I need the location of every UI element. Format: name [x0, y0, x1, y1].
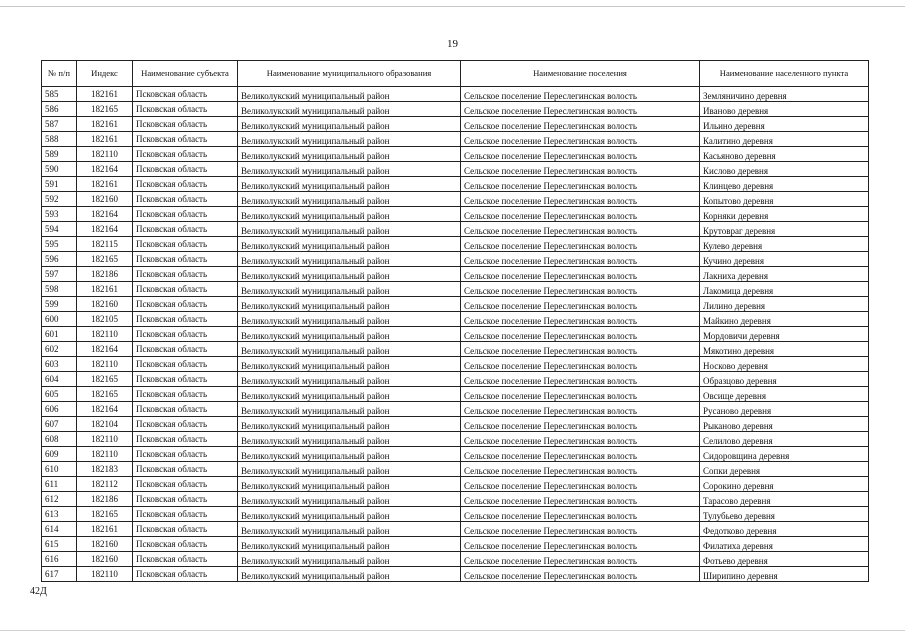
cell-num: 608 — [42, 432, 77, 447]
cell-municipality: Великолукский муниципальный район — [238, 312, 461, 327]
cell-num: 611 — [42, 477, 77, 492]
cell-locality: Майкино деревня — [700, 312, 869, 327]
cell-locality: Лакомица деревня — [700, 282, 869, 297]
table-row — [42, 402, 869, 417]
table-row — [42, 222, 869, 237]
cell-num: 606 — [42, 402, 77, 417]
cell-municipality: Великолукский муниципальный район — [238, 177, 461, 192]
cell-locality: Ширипино деревня — [700, 567, 869, 582]
cell-subject: Псковская область — [133, 207, 238, 222]
cell-municipality: Великолукский муниципальный район — [238, 417, 461, 432]
cell-settlement: Сельское поселение Переслегинская волость — [461, 237, 700, 252]
table-row — [42, 327, 869, 342]
table-row — [42, 162, 869, 177]
cell-locality: Овсище деревня — [700, 387, 869, 402]
cell-municipality: Великолукский муниципальный район — [238, 192, 461, 207]
cell-locality: Крутовраг деревня — [700, 222, 869, 237]
cell-municipality: Великолукский муниципальный район — [238, 297, 461, 312]
cell-num: 597 — [42, 267, 77, 282]
cell-municipality: Великолукский муниципальный район — [238, 342, 461, 357]
cell-settlement: Сельское поселение Переслегинская волость — [461, 522, 700, 537]
cell-locality: Тарасово деревня — [700, 492, 869, 507]
cell-municipality: Великолукский муниципальный район — [238, 87, 461, 102]
cell-num: 596 — [42, 252, 77, 267]
cell-subject: Псковская область — [133, 372, 238, 387]
cell-index: 182161 — [77, 282, 133, 297]
cell-num: 612 — [42, 492, 77, 507]
cell-index: 182165 — [77, 387, 133, 402]
cell-locality: Копытово деревня — [700, 192, 869, 207]
cell-settlement: Сельское поселение Переслегинская волость — [461, 192, 700, 207]
cell-num: 610 — [42, 462, 77, 477]
cell-settlement: Сельское поселение Переслегинская волость — [461, 477, 700, 492]
cell-settlement: Сельское поселение Переслегинская волость — [461, 207, 700, 222]
table-row — [42, 342, 869, 357]
cell-municipality: Великолукский муниципальный район — [238, 162, 461, 177]
cell-municipality: Великолукский муниципальный район — [238, 237, 461, 252]
cell-num: 593 — [42, 207, 77, 222]
header-settlement: Наименование поселения — [461, 61, 700, 87]
cell-index: 182165 — [77, 507, 133, 522]
cell-locality: Мордовичи деревня — [700, 327, 869, 342]
cell-num: 616 — [42, 552, 77, 567]
cell-index: 182115 — [77, 237, 133, 252]
cell-municipality: Великолукский муниципальный район — [238, 252, 461, 267]
cell-locality: Лилино деревня — [700, 297, 869, 312]
cell-settlement: Сельское поселение Переслегинская волость — [461, 147, 700, 162]
cell-locality: Клинцево деревня — [700, 177, 869, 192]
cell-index: 182161 — [77, 177, 133, 192]
cell-locality: Сидоровщина деревня — [700, 447, 869, 462]
cell-settlement: Сельское поселение Переслегинская волость — [461, 162, 700, 177]
cell-index: 182165 — [77, 102, 133, 117]
cell-num: 602 — [42, 342, 77, 357]
table-row — [42, 102, 869, 117]
cell-num: 607 — [42, 417, 77, 432]
cell-municipality: Великолукский муниципальный район — [238, 102, 461, 117]
cell-subject: Псковская область — [133, 567, 238, 582]
cell-index: 182161 — [77, 522, 133, 537]
scan-edge-top — [0, 6, 905, 7]
cell-num: 585 — [42, 87, 77, 102]
cell-subject: Псковская область — [133, 87, 238, 102]
cell-num: 589 — [42, 147, 77, 162]
cell-index: 182161 — [77, 87, 133, 102]
cell-municipality: Великолукский муниципальный район — [238, 372, 461, 387]
cell-municipality: Великолукский муниципальный район — [238, 117, 461, 132]
cell-settlement: Сельское поселение Переслегинская волость — [461, 387, 700, 402]
cell-locality: Корняки деревня — [700, 207, 869, 222]
table-row — [42, 192, 869, 207]
table-row — [42, 297, 869, 312]
cell-subject: Псковская область — [133, 162, 238, 177]
cell-municipality: Великолукский муниципальный район — [238, 132, 461, 147]
table-row — [42, 552, 869, 567]
cell-num: 592 — [42, 192, 77, 207]
header-num: № п/п — [42, 61, 77, 87]
cell-index: 182110 — [77, 147, 133, 162]
cell-subject: Псковская область — [133, 537, 238, 552]
cell-settlement: Сельское поселение Переслегинская волость — [461, 297, 700, 312]
table-row — [42, 132, 869, 147]
cell-subject: Псковская область — [133, 462, 238, 477]
cell-index: 182164 — [77, 222, 133, 237]
cell-locality: Федотково деревня — [700, 522, 869, 537]
cell-settlement: Сельское поселение Переслегинская волость — [461, 282, 700, 297]
cell-subject: Псковская область — [133, 417, 238, 432]
cell-num: 587 — [42, 117, 77, 132]
cell-municipality: Великолукский муниципальный район — [238, 402, 461, 417]
cell-settlement: Сельское поселение Переслегинская волость — [461, 432, 700, 447]
cell-num: 605 — [42, 387, 77, 402]
cell-subject: Псковская область — [133, 522, 238, 537]
cell-subject: Псковская область — [133, 297, 238, 312]
cell-index: 182183 — [77, 462, 133, 477]
header-index: Индекс — [77, 61, 133, 87]
header-locality: Наименование населенного пункта — [700, 61, 869, 87]
cell-subject: Псковская область — [133, 282, 238, 297]
cell-settlement: Сельское поселение Переслегинская волость — [461, 372, 700, 387]
cell-num: 598 — [42, 282, 77, 297]
cell-index: 182186 — [77, 267, 133, 282]
cell-municipality: Великолукский муниципальный район — [238, 522, 461, 537]
cell-locality: Кислово деревня — [700, 162, 869, 177]
cell-settlement: Сельское поселение Переслегинская волость — [461, 102, 700, 117]
table-row — [42, 147, 869, 162]
cell-settlement: Сельское поселение Переслегинская волость — [461, 462, 700, 477]
table-row — [42, 252, 869, 267]
cell-num: 588 — [42, 132, 77, 147]
cell-locality: Русаново деревня — [700, 402, 869, 417]
cell-locality: Кучино деревня — [700, 252, 869, 267]
cell-subject: Псковская область — [133, 102, 238, 117]
cell-num: 599 — [42, 297, 77, 312]
cell-subject: Псковская область — [133, 357, 238, 372]
cell-settlement: Сельское поселение Переслегинская волость — [461, 177, 700, 192]
cell-settlement: Сельское поселение Переслегинская волость — [461, 417, 700, 432]
table-row — [42, 282, 869, 297]
cell-index: 182105 — [77, 312, 133, 327]
cell-subject: Псковская область — [133, 327, 238, 342]
cell-subject: Псковская область — [133, 192, 238, 207]
cell-municipality: Великолукский муниципальный район — [238, 492, 461, 507]
table-row — [42, 387, 869, 402]
cell-municipality: Великолукский муниципальный район — [238, 447, 461, 462]
cell-municipality: Великолукский муниципальный район — [238, 537, 461, 552]
table-row — [42, 567, 869, 582]
cell-settlement: Сельское поселение Переслегинская волость — [461, 117, 700, 132]
cell-settlement: Сельское поселение Переслегинская волость — [461, 537, 700, 552]
cell-num: 614 — [42, 522, 77, 537]
table-row — [42, 447, 869, 462]
cell-municipality: Великолукский муниципальный район — [238, 387, 461, 402]
cell-index: 182110 — [77, 567, 133, 582]
cell-num: 609 — [42, 447, 77, 462]
cell-settlement: Сельское поселение Переслегинская волость — [461, 357, 700, 372]
cell-index: 182160 — [77, 192, 133, 207]
cell-settlement: Сельское поселение Переслегинская волость — [461, 567, 700, 582]
table-row — [42, 237, 869, 252]
cell-settlement: Сельское поселение Переслегинская волость — [461, 222, 700, 237]
cell-index: 182164 — [77, 342, 133, 357]
cell-municipality: Великолукский муниципальный район — [238, 552, 461, 567]
cell-municipality: Великолукский муниципальный район — [238, 507, 461, 522]
settlements-table — [41, 60, 869, 582]
cell-num: 603 — [42, 357, 77, 372]
cell-index: 182164 — [77, 162, 133, 177]
table-row — [42, 537, 869, 552]
cell-subject: Псковская область — [133, 447, 238, 462]
cell-municipality: Великолукский муниципальный район — [238, 207, 461, 222]
cell-num: 613 — [42, 507, 77, 522]
cell-num: 595 — [42, 237, 77, 252]
table-row — [42, 462, 869, 477]
cell-num: 615 — [42, 537, 77, 552]
table-row — [42, 432, 869, 447]
cell-municipality: Великолукский муниципальный район — [238, 462, 461, 477]
cell-locality: Касьяново деревня — [700, 147, 869, 162]
cell-index: 182186 — [77, 492, 133, 507]
cell-index: 182161 — [77, 132, 133, 147]
cell-locality: Носково деревня — [700, 357, 869, 372]
cell-index: 182164 — [77, 207, 133, 222]
header-subject: Наименование субъекта — [133, 61, 238, 87]
cell-index: 182160 — [77, 537, 133, 552]
cell-settlement: Сельское поселение Переслегинская волость — [461, 492, 700, 507]
cell-subject: Псковская область — [133, 237, 238, 252]
cell-settlement: Сельское поселение Переслегинская волость — [461, 132, 700, 147]
cell-subject: Псковская область — [133, 177, 238, 192]
table-row — [42, 207, 869, 222]
scan-edge-bottom — [0, 630, 905, 631]
cell-settlement: Сельское поселение Переслегинская волость — [461, 312, 700, 327]
cell-locality: Образцово деревня — [700, 372, 869, 387]
footer-code: 42Д — [30, 586, 47, 597]
cell-municipality: Великолукский муниципальный район — [238, 477, 461, 492]
cell-locality: Селилово деревня — [700, 432, 869, 447]
cell-index: 182104 — [77, 417, 133, 432]
cell-locality: Земляничино деревня — [700, 87, 869, 102]
cell-index: 182161 — [77, 117, 133, 132]
cell-settlement: Сельское поселение Переслегинская волость — [461, 507, 700, 522]
cell-settlement: Сельское поселение Переслегинская волость — [461, 267, 700, 282]
cell-subject: Псковская область — [133, 402, 238, 417]
cell-locality: Ильино деревня — [700, 117, 869, 132]
table-row — [42, 522, 869, 537]
cell-subject: Псковская область — [133, 342, 238, 357]
cell-locality: Рыканово деревня — [700, 417, 869, 432]
table-row — [42, 492, 869, 507]
cell-settlement: Сельское поселение Переслегинская волость — [461, 87, 700, 102]
cell-subject: Псковская область — [133, 222, 238, 237]
cell-index: 182110 — [77, 327, 133, 342]
table-row — [42, 477, 869, 492]
header-municipality: Наименование муниципального образования — [238, 61, 461, 87]
cell-num: 591 — [42, 177, 77, 192]
cell-locality: Калитино деревня — [700, 132, 869, 147]
cell-subject: Псковская область — [133, 507, 238, 522]
cell-num: 600 — [42, 312, 77, 327]
table-row — [42, 87, 869, 102]
cell-subject: Псковская область — [133, 132, 238, 147]
cell-settlement: Сельское поселение Переслегинская волость — [461, 252, 700, 267]
cell-index: 182160 — [77, 552, 133, 567]
cell-settlement: Сельское поселение Переслегинская волость — [461, 402, 700, 417]
cell-municipality: Великолукский муниципальный район — [238, 327, 461, 342]
cell-locality: Сорокино деревня — [700, 477, 869, 492]
cell-subject: Псковская область — [133, 432, 238, 447]
cell-settlement: Сельское поселение Переслегинская волость — [461, 342, 700, 357]
cell-settlement: Сельское поселение Переслегинская волость — [461, 552, 700, 567]
table-row — [42, 312, 869, 327]
cell-index: 182110 — [77, 357, 133, 372]
cell-index: 182112 — [77, 477, 133, 492]
cell-num: 604 — [42, 372, 77, 387]
cell-index: 182110 — [77, 447, 133, 462]
page-number: 19 — [447, 38, 458, 50]
cell-locality: Сопки деревня — [700, 462, 869, 477]
table-row — [42, 177, 869, 192]
cell-locality: Мякотино деревня — [700, 342, 869, 357]
cell-index: 182160 — [77, 297, 133, 312]
cell-subject: Псковская область — [133, 147, 238, 162]
table-row — [42, 117, 869, 132]
table-body — [42, 87, 869, 582]
cell-index: 182165 — [77, 252, 133, 267]
cell-settlement: Сельское поселение Переслегинская волость — [461, 327, 700, 342]
cell-municipality: Великолукский муниципальный район — [238, 222, 461, 237]
cell-subject: Псковская область — [133, 252, 238, 267]
cell-num: 590 — [42, 162, 77, 177]
cell-num: 594 — [42, 222, 77, 237]
cell-subject: Псковская область — [133, 477, 238, 492]
cell-subject: Псковская область — [133, 117, 238, 132]
cell-num: 586 — [42, 102, 77, 117]
cell-num: 601 — [42, 327, 77, 342]
table-row — [42, 372, 869, 387]
table-row — [42, 357, 869, 372]
cell-index: 182110 — [77, 432, 133, 447]
cell-municipality: Великолукский муниципальный район — [238, 567, 461, 582]
cell-index: 182164 — [77, 402, 133, 417]
cell-municipality: Великолукский муниципальный район — [238, 282, 461, 297]
cell-locality: Кулево деревня — [700, 237, 869, 252]
cell-locality: Иваново деревня — [700, 102, 869, 117]
cell-subject: Псковская область — [133, 312, 238, 327]
table-row — [42, 507, 869, 522]
cell-settlement: Сельское поселение Переслегинская волость — [461, 447, 700, 462]
cell-locality: Тулубьево деревня — [700, 507, 869, 522]
cell-subject: Псковская область — [133, 387, 238, 402]
cell-subject: Псковская область — [133, 492, 238, 507]
cell-locality: Лакниха деревня — [700, 267, 869, 282]
cell-municipality: Великолукский муниципальный район — [238, 432, 461, 447]
table-header-row — [42, 61, 869, 87]
cell-locality: Филатиха деревня — [700, 537, 869, 552]
cell-municipality: Великолукский муниципальный район — [238, 267, 461, 282]
cell-subject: Псковская область — [133, 552, 238, 567]
cell-subject: Псковская область — [133, 267, 238, 282]
table-row — [42, 417, 869, 432]
cell-locality: Фотьево деревня — [700, 552, 869, 567]
cell-municipality: Великолукский муниципальный район — [238, 357, 461, 372]
cell-municipality: Великолукский муниципальный район — [238, 147, 461, 162]
cell-num: 617 — [42, 567, 77, 582]
table-row — [42, 267, 869, 282]
cell-index: 182165 — [77, 372, 133, 387]
